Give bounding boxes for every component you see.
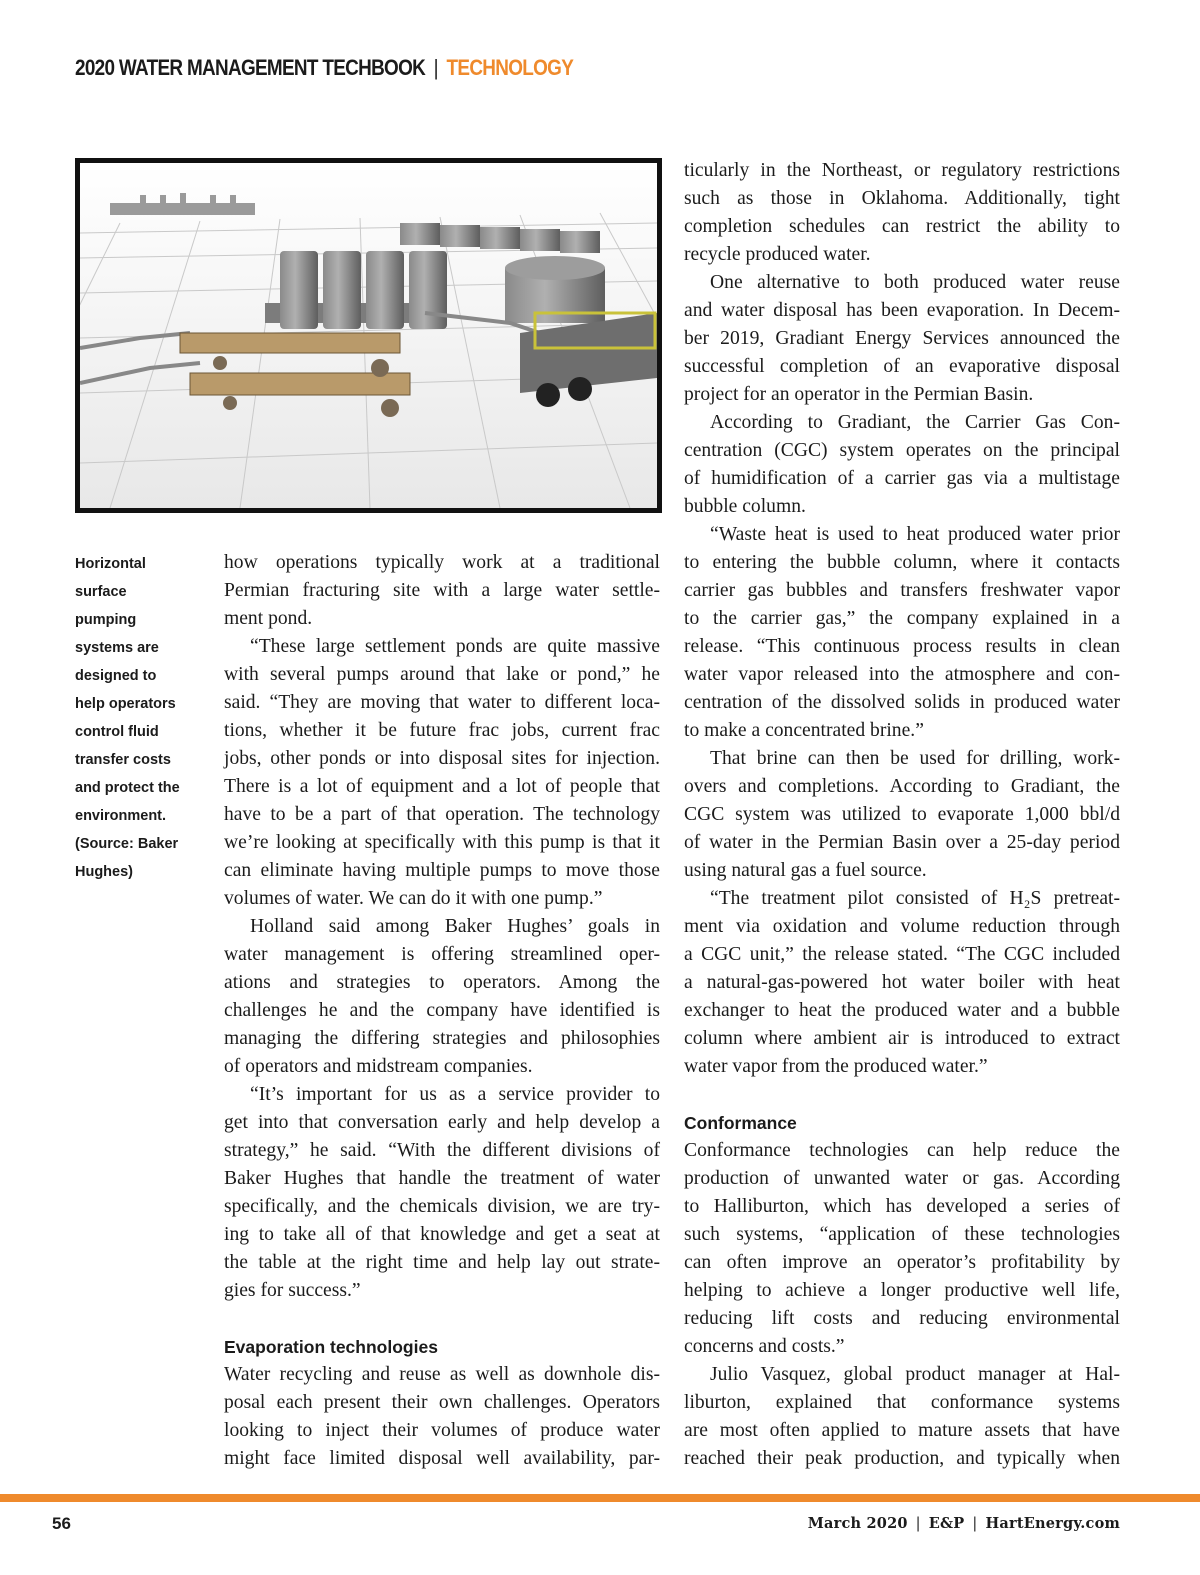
footer-publication: E&P	[928, 1515, 965, 1532]
footer-date: March 2020	[807, 1515, 908, 1532]
text-line: completion schedules can restrict the ability to	[684, 216, 1120, 237]
text-line: centration of the dissolved solids in produced water	[684, 692, 1120, 713]
text-line: Holland said among Baker Hughes’ goals in	[250, 916, 660, 937]
text-line: helping to achieve a longer productive well life,	[684, 1280, 1120, 1301]
caption-line: surface	[75, 584, 127, 600]
text-line: That brine can then be used for drilling, work-	[710, 748, 1120, 769]
text-line: Conformance technologies can help reduce the	[684, 1140, 1120, 1161]
caption-line: and protect the	[75, 780, 180, 796]
header-separator: |	[433, 55, 438, 80]
caption-line: environment.	[75, 808, 167, 824]
paragraph	[224, 1361, 660, 1473]
caption-line: Hughes)	[75, 864, 133, 880]
text-line: recycle produced water.	[684, 244, 871, 265]
paragraph	[684, 745, 1120, 885]
text-line: to make a concentrated brine.”	[684, 720, 924, 741]
spacer	[224, 1305, 660, 1333]
text-line: There is a lot of equipment and a lot of people that	[224, 776, 660, 797]
footer-rule	[0, 1494, 1200, 1502]
text-line: Julio Vasquez, global product manager at Hal-	[710, 1364, 1120, 1385]
text-line: reached their peak production, and typically when	[684, 1448, 1120, 1469]
text-line: to the carrier gas,” the company explained in a	[684, 608, 1120, 629]
text-line: reducing lift costs and reducing environmental	[684, 1308, 1120, 1329]
text-line: tions, whether it be future frac jobs, current frac	[224, 720, 660, 741]
footer-info	[808, 1515, 1120, 1532]
text-line: water vapor from the produced water.”	[684, 1056, 988, 1077]
text-line: Permian fracturing site with a large water settle-	[224, 580, 660, 601]
text-line: of humidification of a carrier gas via a multistage	[684, 468, 1120, 489]
text-line: bubble column.	[684, 496, 806, 517]
text-line: the table at the right time and help lay out strate-	[224, 1252, 660, 1273]
text-line: are most often applied to mature assets that have	[684, 1420, 1120, 1441]
text-line: to Halliburton, which has developed a series of	[684, 1196, 1120, 1217]
text-line: to entering the bubble column, where it contacts	[684, 552, 1120, 573]
text-line: water vapor released into the atmosphere and con-	[684, 664, 1120, 685]
text-line: managing the differing strategies and philosophies	[224, 1028, 660, 1049]
caption-line: (Source: Baker	[75, 836, 179, 852]
caption-line: transfer costs	[75, 752, 171, 768]
paragraph	[684, 885, 1120, 1081]
footer-website[interactable]: HartEnergy.com	[985, 1515, 1120, 1532]
caption-line: control fluid	[75, 724, 159, 740]
paragraph	[684, 1137, 1120, 1361]
paragraph	[224, 549, 660, 633]
text-line: can eliminate having multiple pumps to move those	[224, 860, 660, 881]
spacer	[684, 1081, 1120, 1109]
text-line: “Waste heat is used to heat produced water prior	[710, 524, 1120, 545]
section-heading: Conformance	[684, 1113, 797, 1133]
text-line: such as those in Oklahoma. Additionally, tight	[684, 188, 1120, 209]
text-line: have to be a part of that operation. The technology	[224, 804, 660, 825]
text-line: of water in the Permian Basin over a 25-day period	[684, 832, 1120, 853]
footer-separator: |	[915, 1516, 921, 1532]
text-line: jobs, other ponds or into disposal sites for injection.	[224, 748, 660, 769]
text-line: a natural-gas-powered hot water boiler with heat	[684, 972, 1120, 993]
text-line: strategy,” he said. “With the different divisions of	[224, 1140, 660, 1161]
text-line: specifically, and the chemicals division, we are try-	[224, 1196, 660, 1217]
caption-line: designed to	[75, 668, 157, 684]
text-line: Baker Hughes that handle the treatment of water	[224, 1168, 660, 1189]
text-line: “These large settlement ponds are quite massive	[250, 636, 660, 657]
article-column-2	[684, 157, 1120, 1473]
text-line: According to Gradiant, the Carrier Gas Con-	[710, 412, 1120, 433]
text-line: and water disposal has been evaporation. In Decem-	[684, 300, 1120, 321]
text-line: ticularly in the Northeast, or regulatory restrictions	[684, 160, 1120, 181]
text-line: ber 2019, Gradiant Energy Services announced the	[684, 328, 1120, 349]
figure-caption	[75, 550, 215, 886]
text-line: said. “They are moving that water to different loca-	[224, 692, 660, 713]
text-line: get into that conversation early and help develop a	[224, 1112, 660, 1133]
text-line: release. “This continuous process results in clean	[684, 636, 1120, 657]
text-line: overs and completions. According to Gradiant, the	[684, 776, 1120, 797]
section-heading: Evaporation technologies	[224, 1337, 438, 1357]
paragraph	[684, 1361, 1120, 1473]
text-line: One alternative to both produced water reuse	[710, 272, 1120, 293]
text-line: Water recycling and reuse as well as downhole dis-	[224, 1364, 660, 1385]
text-line: exchanger to heat the produced water and a bubble	[684, 1000, 1120, 1021]
article-column-1	[224, 549, 660, 1473]
footer-separator: |	[972, 1516, 978, 1532]
paragraph	[224, 1081, 660, 1305]
text-line: “The treatment pilot consisted of H₂S pretreat-	[710, 888, 1120, 909]
header-title: 2020 WATER MANAGEMENT TECHBOOK	[75, 55, 426, 80]
text-line: concerns and costs.”	[684, 1336, 845, 1357]
text-line: using natural gas a fuel source.	[684, 860, 927, 881]
text-line: we’re looking at specifically with this pump is that it	[224, 832, 660, 853]
text-line: how operations typically work at a traditional	[224, 552, 660, 573]
paragraph	[684, 521, 1120, 745]
text-line: carrier gas bubbles and transfers freshwater vapor	[684, 580, 1120, 601]
text-line: might face limited disposal well availability, par-	[224, 1448, 660, 1469]
text-line: ations and strategies to operators. Among the	[224, 972, 660, 993]
pumping-system-rendering-icon	[80, 163, 657, 508]
text-line: posal each present their own challenges. Operators	[224, 1392, 660, 1413]
paragraph	[224, 633, 660, 913]
text-line: ing to take all of that knowledge and get a seat at	[224, 1224, 660, 1245]
text-line: project for an operator in the Permian Basin.	[684, 384, 1034, 405]
caption-line: pumping	[75, 612, 137, 628]
text-line: successful completion of an evaporative disposal	[684, 356, 1120, 377]
header-section: TECHNOLOGY	[446, 55, 574, 80]
page-number: 56	[52, 1514, 71, 1533]
running-header	[75, 55, 573, 81]
text-line: a CGC unit,” the release stated. “The CGC included	[684, 944, 1120, 965]
caption-line: systems are	[75, 640, 159, 656]
paragraph	[224, 913, 660, 1081]
text-line: such systems, “application of these technologies	[684, 1224, 1120, 1245]
text-line: of operators and midstream companies.	[224, 1056, 533, 1077]
caption-line: help operators	[75, 696, 176, 712]
text-line: ment via oxidation and volume reduction through	[684, 916, 1120, 937]
text-line: challenges he and the company have identified is	[224, 1000, 660, 1021]
paragraph	[684, 269, 1120, 409]
text-line: production of unwanted water or gas. According	[684, 1168, 1120, 1189]
text-line: looking to inject their volumes of produce water	[224, 1420, 660, 1441]
text-line: water management is offering streamlined oper-	[224, 944, 660, 965]
text-line: “It’s important for us as a service provider to	[250, 1084, 660, 1105]
text-line: liburton, explained that conformance systems	[684, 1392, 1120, 1413]
text-line: column where ambient air is introduced to extract	[684, 1028, 1120, 1049]
figure-image	[75, 158, 662, 513]
paragraph	[684, 409, 1120, 521]
text-line: centration (CGC) system operates on the principal	[684, 440, 1120, 461]
text-line: CGC system was utilized to evaporate 1,000 bbl/d	[684, 804, 1120, 825]
text-line: with several pumps around that lake or pond,” he	[224, 664, 660, 685]
text-line: volumes of water. We can do it with one pump.”	[224, 888, 603, 909]
text-line: gies for success.”	[224, 1280, 361, 1301]
caption-line: Horizontal	[75, 556, 146, 572]
text-line: can often improve an operator’s profitability by	[684, 1252, 1120, 1273]
text-line: ment pond.	[224, 608, 313, 629]
paragraph	[684, 157, 1120, 269]
